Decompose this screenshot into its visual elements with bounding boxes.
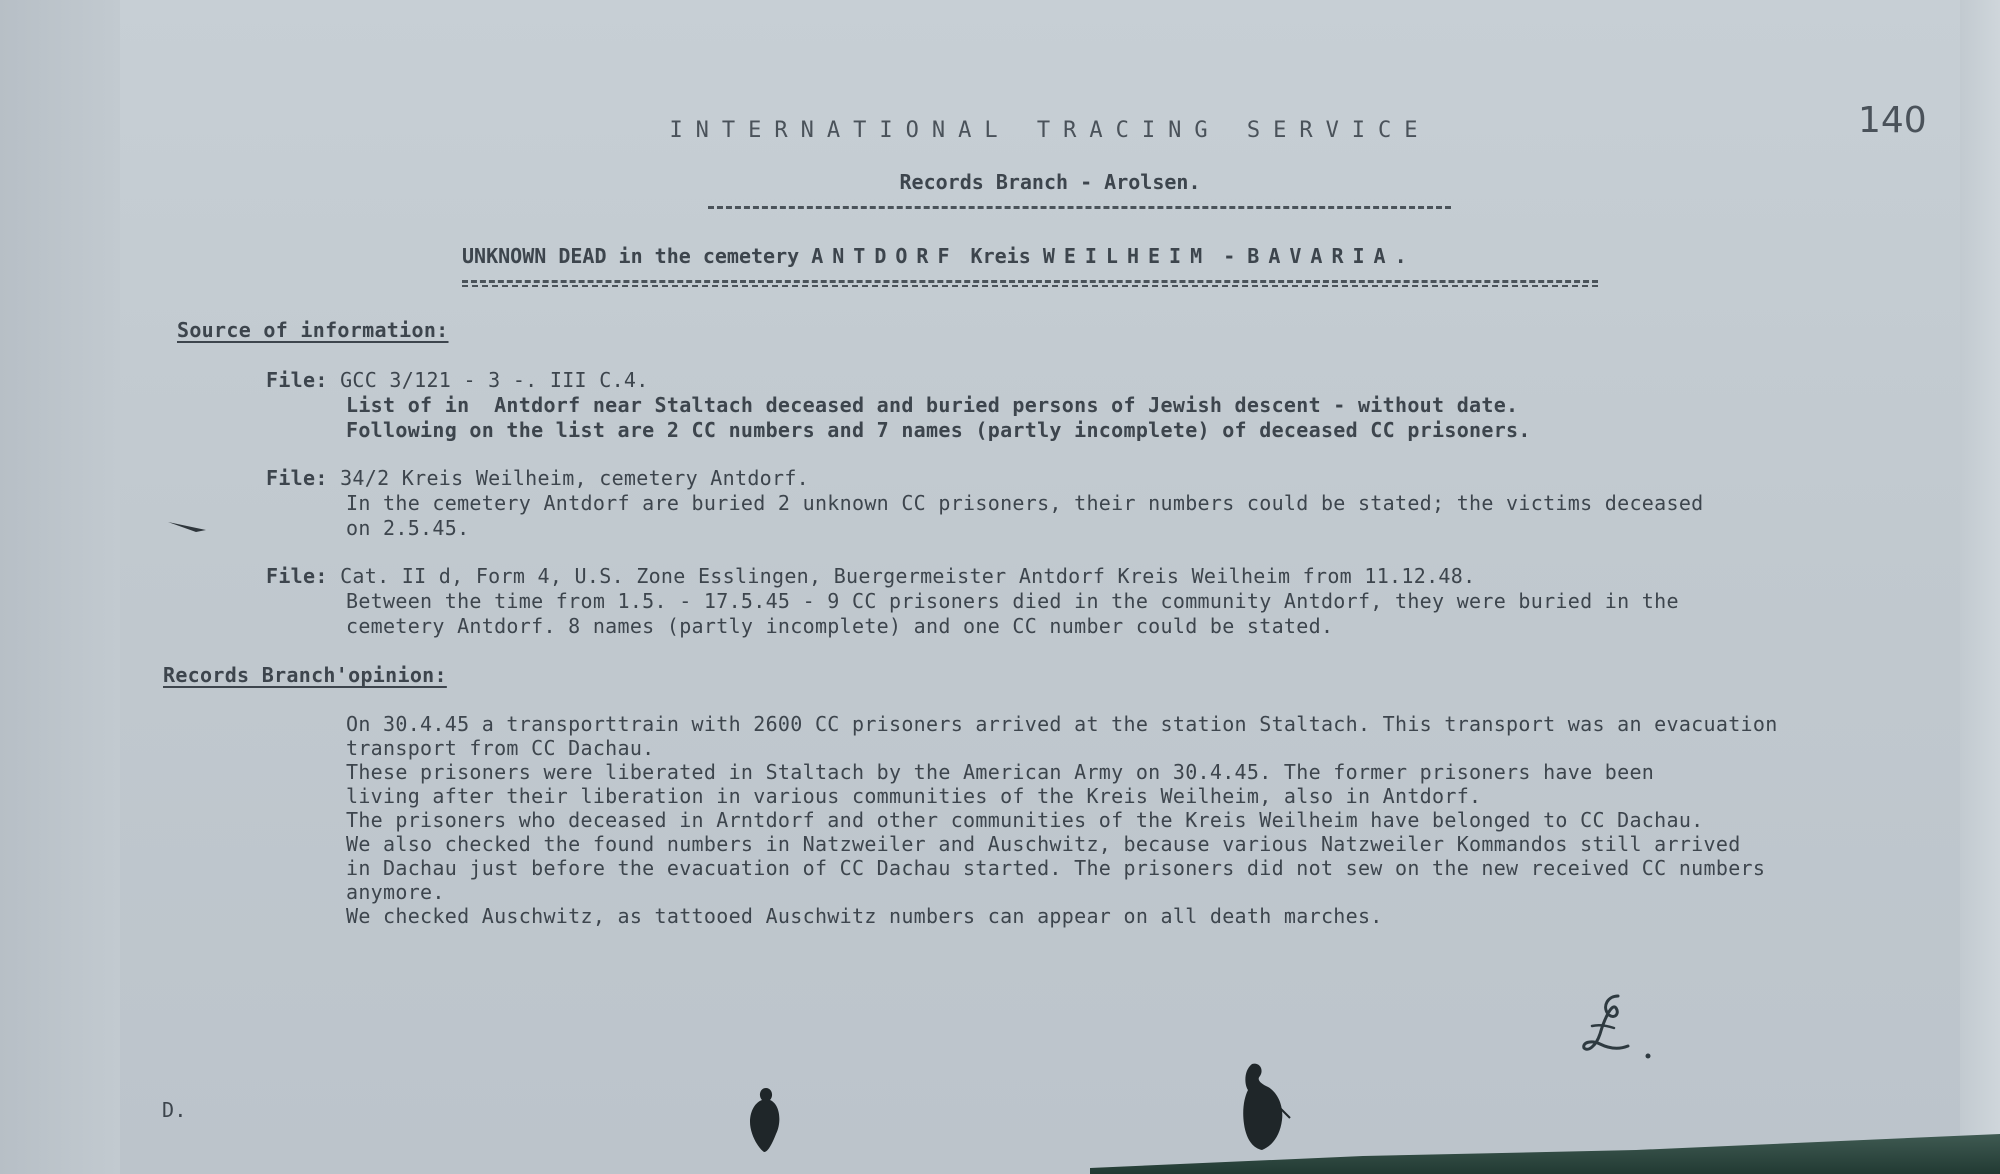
- file-entry-2: [266, 466, 809, 490]
- file-label: File:: [266, 564, 328, 588]
- file-label: File:: [266, 466, 328, 490]
- file-entry-3: [266, 564, 1475, 588]
- page-number: 140: [1858, 100, 1927, 141]
- opinion-line-7: in Dachau just before the evacuation of CC Dachau started. The prisoners did not sew on the new received CC numbers: [346, 856, 1766, 880]
- organization-title: INTERNATIONAL TRACING SERVICE: [669, 118, 1431, 143]
- ink-blot-right: [1232, 1060, 1292, 1156]
- paper-left-margin: [0, 0, 120, 1174]
- title-prefix: UNKNOWN DEAD in the cemetery: [462, 244, 800, 268]
- file-ref: 34/2 Kreis Weilheim, cemetery Antdorf.: [340, 466, 810, 490]
- branch-subtitle: Records Branch - Arolsen.: [899, 170, 1201, 194]
- file-1-line-2: Following on the list are 2 CC numbers and 7 names (partly incomplete) of deceased CC prisoners.: [346, 418, 1531, 442]
- opinion-line-6: We also checked the found numbers in Natzweiler and Auschwitz, because various Natzweiler Kommandos still arrived: [346, 832, 1741, 856]
- title-underline: [462, 280, 1598, 283]
- opinion-line-9: We checked Auschwitz, as tattooed Auschwitz numbers can appear on all death marches.: [346, 904, 1383, 928]
- title-place: ANTDORF: [811, 244, 959, 268]
- title-separator: -: [1223, 244, 1236, 268]
- file-label: File:: [266, 368, 328, 392]
- opinion-line-3: These prisoners were liberated in Staltach by the American Army on 30.4.45. The former prisoners have been: [346, 760, 1655, 784]
- title-underline-second: [462, 285, 1598, 287]
- opinion-line-4: living after their liberation in various communities of the Kreis Weilheim, also in Antdorf.: [346, 784, 1482, 808]
- opinion-line-5: The prisoners who deceased in Arntdorf and other communities of the Kreis Weilheim have belonged to CC Dachau.: [346, 808, 1704, 832]
- divider-rule: [708, 206, 1451, 209]
- opinion-line-1: On 30.4.45 a transporttrain with 2600 CC prisoners arrived at the station Staltach. This transport was an evacuation: [346, 712, 1778, 736]
- file-3-line-1: Between the time from 1.5. - 17.5.45 - 9 CC prisoners died in the community Antdorf, they were buried in the: [346, 589, 1679, 613]
- file-2-line-2: on 2.5.45.: [346, 516, 470, 540]
- source-heading: Source of information:: [177, 318, 449, 342]
- file-2-line-1: In the cemetery Antdorf are buried 2 unknown CC prisoners, their numbers could be stated; the victims deceased: [346, 491, 1704, 515]
- ink-blot-left: [742, 1082, 790, 1154]
- title-district: WEILHEIM: [1042, 244, 1212, 268]
- handwritten-signature: [1578, 990, 1658, 1070]
- margin-arrow-mark: [166, 518, 212, 534]
- opinion-line-2: transport from CC Dachau.: [346, 736, 655, 760]
- file-entry-1: [266, 368, 649, 392]
- file-ref: GCC 3/121 - 3 -. III C.4.: [340, 368, 649, 392]
- file-1-line-1: List of in Antdorf near Staltach deceased and buried persons of Jewish descent - without date.: [346, 393, 1519, 417]
- paper-right-margin: [1960, 0, 2000, 1174]
- title-kreis: Kreis: [970, 244, 1031, 268]
- document-title: [462, 244, 1416, 268]
- title-region: BAVARIA.: [1247, 244, 1416, 268]
- file-3-line-2: cemetery Antdorf. 8 names (partly incomplete) and one CC number could be stated.: [346, 614, 1334, 638]
- opinion-line-8: anymore.: [346, 880, 445, 904]
- opinion-heading: Records Branch'opinion:: [163, 663, 447, 687]
- footer-initial: D.: [162, 1098, 187, 1122]
- file-ref: Cat. II d, Form 4, U.S. Zone Esslingen, Buergermeister Antdorf Kreis Weilheim from 11.12.48.: [340, 564, 1476, 588]
